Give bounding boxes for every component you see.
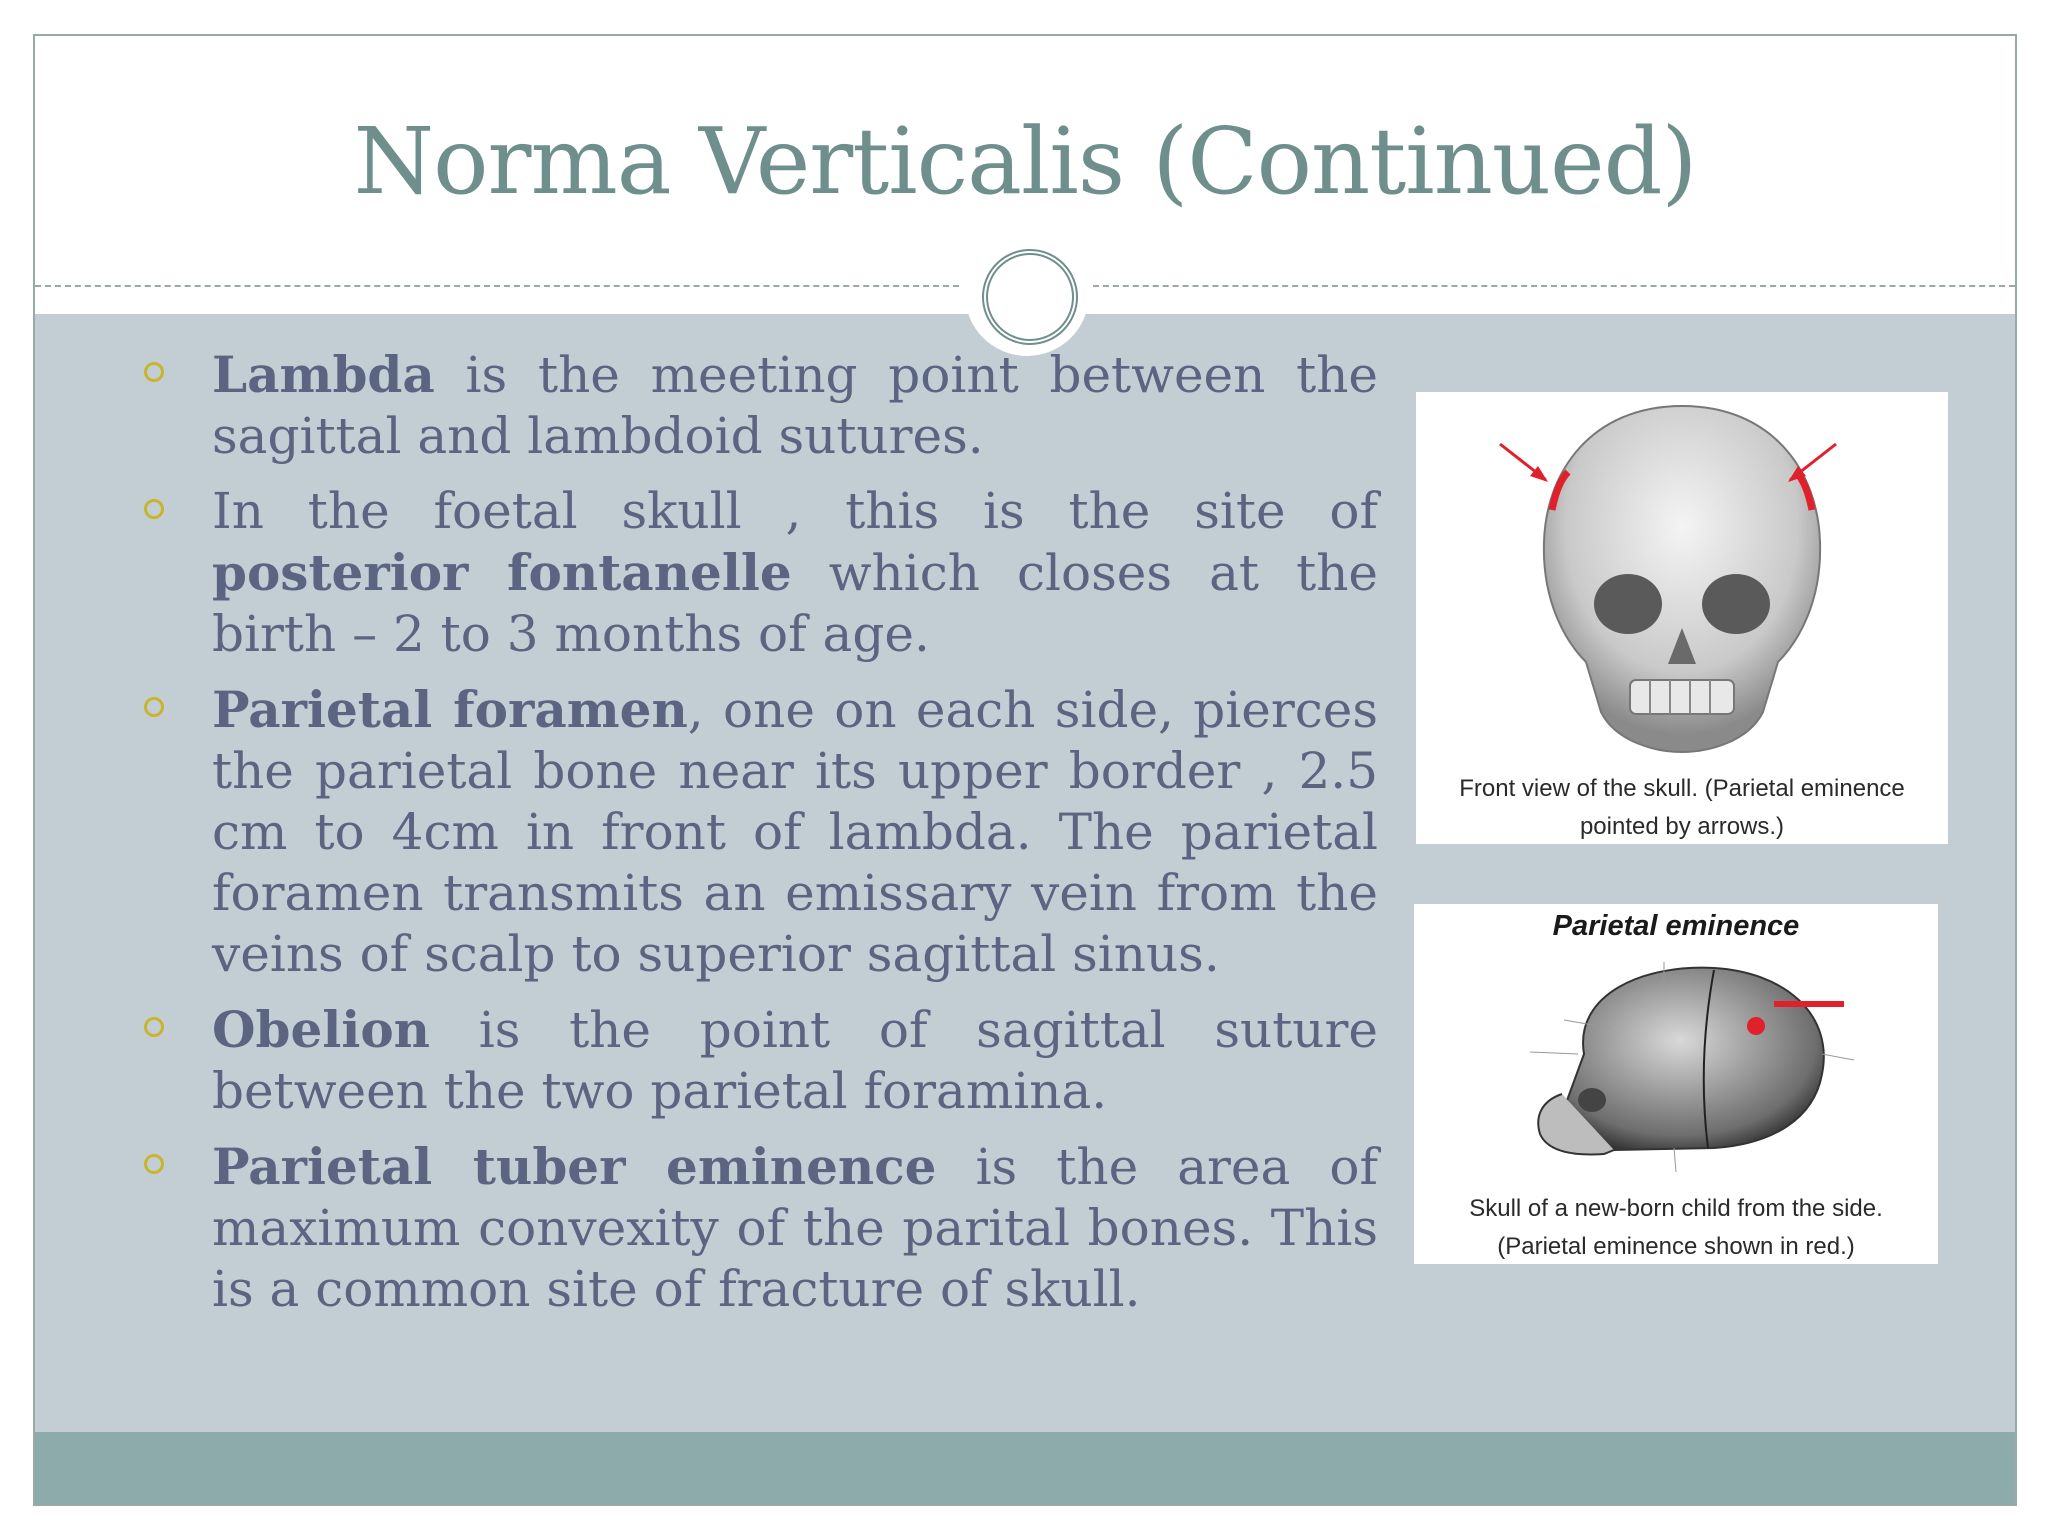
term-obelion: Obelion <box>212 1000 431 1059</box>
bullet-circle-icon <box>144 499 164 519</box>
divider-right <box>1093 285 2015 287</box>
bullet-text: , one on each side, pierces the parietal bone near its upper border , 2.5 cm to 4cm in front of lambda. The parietal foramen transmits an emissary vein from the veins of scalp to superior sagittal sinus. <box>212 681 1378 983</box>
bullet-text: is the point of sagittal suture between the two parietal foramina. <box>212 1001 1378 1120</box>
divider-left <box>35 285 959 287</box>
bullet-circle-icon <box>144 362 164 382</box>
caption-line: pointed by arrows.) <box>1579 813 1785 840</box>
skull-side-illustration <box>1414 904 1938 1194</box>
bullet-text: is the area of maximum convexity of the parital bones. This is a common site of fracture of skull. <box>212 1138 1379 1318</box>
bullet-circle-icon <box>144 1017 164 1037</box>
caption-line: (Parietal eminence shown in red.) <box>1497 1233 1855 1260</box>
figure-caption <box>1414 1190 1938 1266</box>
term-parietal-foramen: Parietal foramen <box>212 680 688 739</box>
bullet-list <box>142 344 1378 1334</box>
caption-line: Skull of a new-born child from the side. <box>1469 1195 1883 1222</box>
figure-skull-side <box>1414 904 1938 1264</box>
term-parietal-tuber-eminence: Parietal tuber eminence <box>212 1137 937 1196</box>
bullet-text: is the meeting point between the sagittal and lambdoid sutures. <box>212 346 1378 465</box>
term-posterior-fontanelle: posterior fontanelle <box>212 543 792 602</box>
slide-title: Norma Verticalis (Continued) <box>353 108 1697 215</box>
term-lambda: Lambda <box>212 345 435 404</box>
bullet-obelion <box>142 999 1378 1122</box>
bullet-text: which closes at the birth – 2 to 3 months of age. <box>212 544 1378 663</box>
figure-heading: Parietal eminence <box>1552 910 1800 942</box>
footer-bar <box>35 1432 2015 1504</box>
circle-ornament-icon <box>982 249 1078 345</box>
bullet-parietal-tuber <box>142 1136 1378 1320</box>
bullet-lambda <box>142 344 1378 467</box>
bullet-parietal-foramen <box>142 679 1378 985</box>
bullet-foetal-skull <box>142 481 1378 665</box>
bullet-text: In the foetal skull , this is the site of <box>212 482 1378 540</box>
figure-skull-front <box>1416 392 1948 844</box>
caption-line: Front view of the skull. (Parietal eminence <box>1459 775 1905 802</box>
figure-caption <box>1416 770 1948 846</box>
bullet-circle-icon <box>144 697 164 717</box>
bullet-circle-icon <box>144 1154 164 1174</box>
skull-front-illustration <box>1416 392 1948 770</box>
